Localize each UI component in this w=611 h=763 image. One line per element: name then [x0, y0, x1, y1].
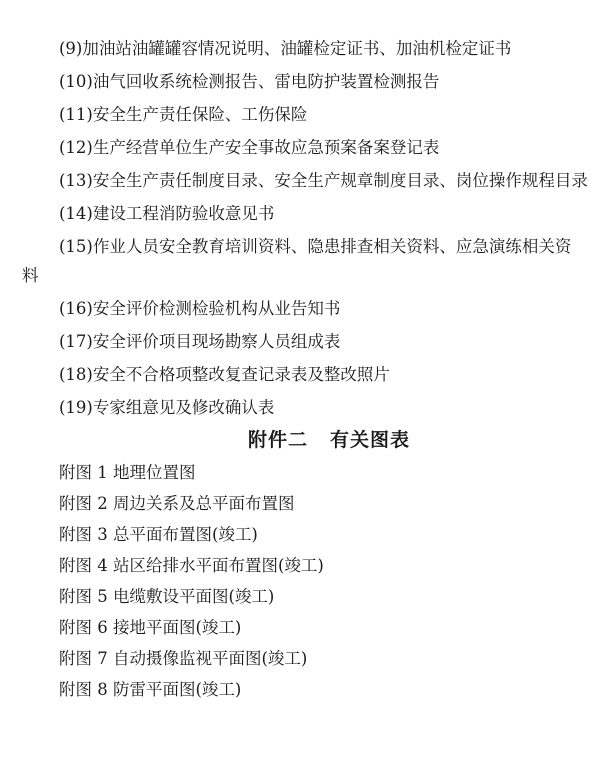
list-item: (18)安全不合格项整改复查记录表及整改照片: [59, 365, 390, 384]
list-item: (19)专家组意见及修改确认表: [59, 398, 275, 417]
list-item: (11)安全生产责任保险、工伤保险: [59, 105, 308, 124]
list-item: (15)作业人员安全教育培训资料、隐患排查相关资料、应急演练相关资: [59, 237, 572, 256]
figure-list-item: 附图 1 地理位置图: [59, 463, 196, 482]
figure-list-item: 附图 3 总平面布置图(竣工): [59, 525, 258, 544]
list-item-continuation: 料: [22, 266, 39, 285]
list-item: (12)生产经营单位生产安全事故应急预案备案登记表: [59, 138, 440, 157]
section-title-text: 有关图表: [330, 429, 411, 451]
list-item: (9)加油站油罐罐容情况说明、油罐检定证书、加油机检定证书: [59, 39, 512, 58]
figure-list-item: 附图 2 周边关系及总平面布置图: [59, 494, 295, 513]
section-title-label: 附件二: [248, 429, 309, 451]
figure-list-item: 附图 7 自动摄像监视平面图(竣工): [59, 649, 308, 668]
list-item: (17)安全评价项目现场勘察人员组成表: [59, 332, 341, 351]
list-item: (10)油气回收系统检测报告、雷电防护装置检测报告: [59, 72, 440, 91]
list-item: (16)安全评价检测检验机构从业告知书: [59, 299, 341, 318]
list-item: (13)安全生产责任制度目录、安全生产规章制度目录、岗位操作规程目录: [59, 171, 588, 190]
figure-list-item: 附图 5 电缆敷设平面图(竣工): [59, 587, 275, 606]
section-title: [248, 429, 410, 451]
figure-list-item: 附图 4 站区给排水平面布置图(竣工): [59, 556, 324, 575]
figure-list-item: 附图 6 接地平面图(竣工): [59, 618, 242, 637]
list-item: (14)建设工程消防验收意见书: [59, 204, 275, 223]
figure-list-item: 附图 8 防雷平面图(竣工): [59, 680, 242, 699]
